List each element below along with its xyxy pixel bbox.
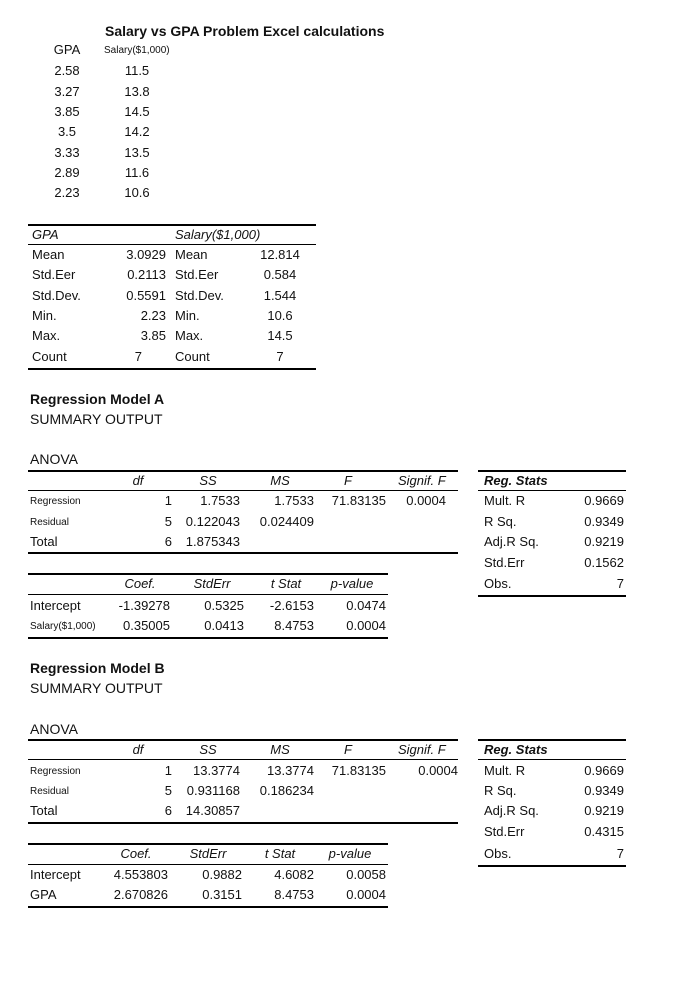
page-title: Salary vs GPA Problem Excel calculations [105, 23, 385, 39]
raw-salary-cell: 11.6 [124, 165, 150, 180]
model-b-anova-ss: 0.931168 [186, 783, 240, 798]
desc-salary-value: 12.814 [260, 247, 300, 262]
desc-gpa-value: 7 [134, 349, 142, 364]
desc-label: Max. [32, 328, 61, 343]
model-b-p-value: 0.0058 [346, 867, 386, 882]
desc-label: Std.Eer [175, 267, 219, 282]
model-b-stats-header: Reg. Stats [484, 742, 548, 757]
model-b-se-value: 0.3151 [202, 887, 242, 902]
model-a-se-value: 0.0413 [204, 618, 244, 633]
desc-salary-value: 0.584 [263, 267, 297, 282]
model-b-coef-bottom-rule [28, 906, 388, 908]
model-b-coef-value: 2.670826 [113, 887, 168, 902]
model-a-title: Regression Model A [30, 391, 165, 407]
model-a-stat-label: Adj.R Sq. [484, 534, 539, 549]
model-a-anova-ss: 1.7533 [200, 493, 240, 508]
model-a-stat-value: 7 [616, 576, 624, 591]
model-b-df-header: df [132, 742, 144, 757]
model-b-anova-ss: 13.3774 [193, 763, 240, 778]
model-a-anova-df: 5 [164, 514, 172, 529]
model-a-stat-label: Obs. [484, 576, 512, 591]
model-a-anova-ss: 1.875343 [185, 534, 240, 549]
model-b-title: Regression Model B [30, 660, 165, 676]
model-b-stat-label: Mult. R [484, 763, 526, 778]
model-b-t-value: 8.4753 [274, 887, 314, 902]
model-b-coef-header-rule [28, 864, 388, 865]
model-a-f-header: F [344, 473, 352, 488]
desc-header-rule [28, 244, 316, 245]
desc-gpa-value: 3.0929 [126, 247, 166, 262]
model-b-stat-value: 7 [616, 846, 624, 861]
model-a-p-value: 0.0004 [346, 618, 386, 633]
model-b-stat-label: Obs. [484, 846, 512, 861]
desc-label: Min. [175, 308, 200, 323]
model-a-anova-bottom-rule [28, 552, 458, 554]
model-b-p-header: p-value [328, 846, 372, 861]
raw-salary-cell: 14.2 [124, 124, 150, 139]
model-b-subtitle: SUMMARY OUTPUT [30, 680, 163, 696]
desc-label: Count [32, 349, 67, 364]
model-a-anova-df: 6 [164, 534, 172, 549]
model-b-se-header: StdErr [189, 846, 227, 861]
model-a-anova-ss: 0.122043 [185, 514, 240, 529]
raw-salary-cell: 10.6 [124, 185, 150, 200]
model-a-coef-label: Salary($1,000) [30, 621, 96, 632]
model-b-stats-bottom-rule [478, 865, 626, 867]
model-a-stat-label: Std.Err [484, 555, 525, 570]
model-a-coef-value: -1.39278 [118, 598, 170, 613]
model-a-anova-label: Total [30, 534, 58, 549]
model-b-anova-top-rule [28, 739, 458, 741]
raw-gpa-cell: 3.85 [54, 104, 80, 119]
desc-gpa-value: 3.85 [140, 328, 166, 343]
desc-salary-value: 10.6 [267, 308, 293, 323]
model-b-stat-value: 0.9669 [584, 763, 624, 778]
model-a-stat-value: 0.9349 [584, 514, 624, 529]
model-b-coef-header: Coef. [120, 846, 152, 861]
desc-label: Std.Eer [32, 267, 76, 282]
desc-bottom-rule [28, 368, 316, 370]
model-b-t-value: 4.6082 [274, 867, 314, 882]
model-a-anova-top-rule [28, 470, 458, 472]
model-a-ms-header: MS [270, 473, 290, 488]
model-b-t-header: t Stat [264, 846, 296, 861]
desc-gpa-header: GPA [32, 227, 59, 242]
raw-gpa-cell: 3.27 [54, 84, 80, 99]
model-a-anova-sig: 0.0004 [406, 493, 446, 508]
model-b-anova-df: 6 [164, 803, 172, 818]
model-a-stat-label: R Sq. [484, 514, 517, 529]
model-a-stat-value: 0.1562 [584, 555, 624, 570]
model-b-coef-label: GPA [30, 887, 57, 902]
model-a-coef-header: Coef. [124, 576, 156, 591]
raw-gpa-cell: 3.33 [54, 145, 80, 160]
desc-label: Min. [32, 308, 57, 323]
model-a-subtitle: SUMMARY OUTPUT [30, 411, 163, 427]
model-a-anova-label: ANOVA [30, 451, 78, 467]
model-b-sig-header: Signif. F [398, 742, 446, 757]
raw-salary-cell: 14.5 [124, 104, 150, 119]
model-b-ms-header: MS [270, 742, 290, 757]
desc-salary-header: Salary($1,000) [175, 227, 261, 242]
model-a-stat-label: Mult. R [484, 493, 526, 508]
model-b-anova-sig: 0.0004 [418, 763, 458, 778]
model-a-anova-label: Residual [30, 517, 69, 528]
model-b-stat-value: 0.4315 [584, 824, 624, 839]
model-a-t-header: t Stat [270, 576, 302, 591]
raw-gpa-cell: 2.58 [54, 63, 80, 78]
model-a-p-value: 0.0474 [346, 598, 386, 613]
model-a-se-value: 0.5325 [204, 598, 244, 613]
model-a-anova-header-rule [28, 490, 458, 491]
model-b-stat-label: Std.Err [484, 824, 525, 839]
desc-salary-value: 1.544 [263, 288, 297, 303]
model-a-anova-ms: 1.7533 [274, 493, 314, 508]
model-b-stat-value: 0.9219 [584, 803, 624, 818]
model-b-anova-label: Total [30, 803, 58, 818]
model-a-coef-header-rule [28, 594, 388, 595]
model-b-anova-label: ANOVA [30, 721, 78, 737]
model-a-t-value: -2.6153 [269, 598, 314, 613]
desc-top-rule [28, 224, 316, 226]
model-a-anova-label: Regression [30, 496, 81, 507]
model-a-stats-bottom-rule [478, 595, 626, 597]
raw-salary-cell: 11.5 [124, 63, 150, 78]
raw-gpa-cell: 3.5 [57, 124, 77, 139]
model-a-ss-header: SS [199, 473, 217, 488]
desc-label: Std.Dev. [32, 288, 81, 303]
raw-salary-cell: 13.5 [124, 145, 150, 160]
desc-salary-value: 7 [276, 349, 284, 364]
model-a-sig-header: Signif. F [398, 473, 446, 488]
model-a-t-value: 8.4753 [274, 618, 314, 633]
model-b-anova-ms: 0.186234 [259, 783, 314, 798]
desc-label: Max. [175, 328, 204, 343]
model-b-anova-label: Residual [30, 786, 69, 797]
raw-salary-header: Salary($1,000) [104, 45, 170, 56]
model-b-coef-label: Intercept [30, 867, 81, 882]
model-b-anova-ms: 13.3774 [267, 763, 314, 778]
model-b-stats-header-rule [478, 759, 626, 760]
model-a-anova-ms: 0.024409 [259, 514, 314, 529]
model-b-anova-ss: 14.30857 [185, 803, 240, 818]
desc-label: Count [175, 349, 210, 364]
desc-salary-value: 14.5 [267, 328, 293, 343]
raw-gpa-header: GPA [53, 42, 81, 57]
model-a-anova-f: 71.83135 [331, 493, 386, 508]
model-b-p-value: 0.0004 [346, 887, 386, 902]
desc-label: Std.Dev. [175, 288, 224, 303]
desc-gpa-value: 2.23 [140, 308, 166, 323]
model-a-df-header: df [132, 473, 144, 488]
model-a-se-header: StdErr [193, 576, 231, 591]
model-b-anova-f: 71.83135 [331, 763, 386, 778]
model-b-anova-label: Regression [30, 766, 81, 777]
desc-label: Mean [32, 247, 65, 262]
model-b-anova-header-rule [28, 759, 458, 760]
model-a-stat-value: 0.9669 [584, 493, 624, 508]
model-a-p-header: p-value [330, 576, 374, 591]
desc-gpa-value: 0.5591 [126, 288, 166, 303]
raw-salary-cell: 13.8 [124, 84, 150, 99]
model-a-anova-df: 1 [164, 493, 172, 508]
model-a-stats-header: Reg. Stats [484, 473, 548, 488]
raw-gpa-cell: 2.23 [54, 185, 80, 200]
model-b-stat-label: Adj.R Sq. [484, 803, 539, 818]
model-b-stat-value: 0.9349 [584, 783, 624, 798]
model-b-anova-bottom-rule [28, 822, 458, 824]
model-b-stat-label: R Sq. [484, 783, 517, 798]
model-b-coef-value: 4.553803 [113, 867, 168, 882]
model-b-f-header: F [344, 742, 352, 757]
raw-gpa-cell: 2.89 [54, 165, 80, 180]
model-b-se-value: 0.9882 [202, 867, 242, 882]
model-b-anova-df: 1 [164, 763, 172, 778]
model-a-coef-bottom-rule [28, 637, 388, 639]
model-a-stat-value: 0.9219 [584, 534, 624, 549]
desc-label: Mean [175, 247, 208, 262]
model-b-anova-df: 5 [164, 783, 172, 798]
model-a-stats-header-rule [478, 490, 626, 491]
model-a-coef-value: 0.35005 [123, 618, 170, 633]
model-a-coef-label: Intercept [30, 598, 81, 613]
model-b-ss-header: SS [199, 742, 217, 757]
desc-gpa-value: 0.2113 [127, 267, 166, 282]
